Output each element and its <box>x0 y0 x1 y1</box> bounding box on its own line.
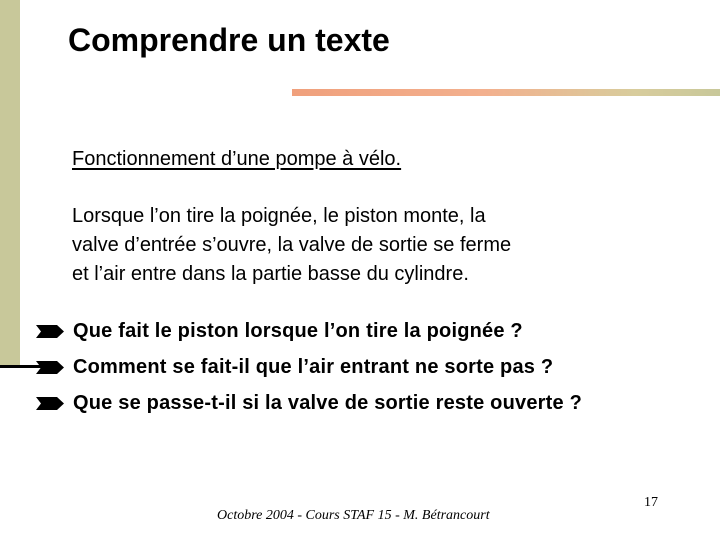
paragraph-line: valve d’entrée s’ouvre, la valve de sortie se ferme <box>72 234 512 256</box>
question-text: Que se passe-t-il si la valve de sortie reste ouverte ? <box>73 392 582 414</box>
paragraph-line: et l’air entre dans la partie basse du cylindre. <box>72 263 469 285</box>
arrow-tab-icon <box>36 325 64 338</box>
description-paragraph <box>72 202 632 289</box>
question-text: Que fait le piston lorsque l’on tire la poignée ? <box>73 320 523 342</box>
arrow-tab-icon <box>36 361 64 374</box>
section-subtitle: Fonctionnement d’une pompe à vélo. <box>72 148 402 170</box>
page-number: 17 <box>644 495 658 510</box>
slide-title: Comprendre un texte <box>68 22 390 58</box>
footer-text: Octobre 2004 - Cours STAF 15 - M. Bétrancourt <box>217 508 490 523</box>
title-underline-rule <box>292 89 720 96</box>
arrow-tab-icon <box>36 397 64 410</box>
paragraph-line: Lorsque l’on tire la poignée, le piston monte, la <box>72 205 486 227</box>
left-accent-bar <box>0 0 20 368</box>
question-text: Comment se fait-il que l’air entrant ne sorte pas ? <box>73 356 554 378</box>
